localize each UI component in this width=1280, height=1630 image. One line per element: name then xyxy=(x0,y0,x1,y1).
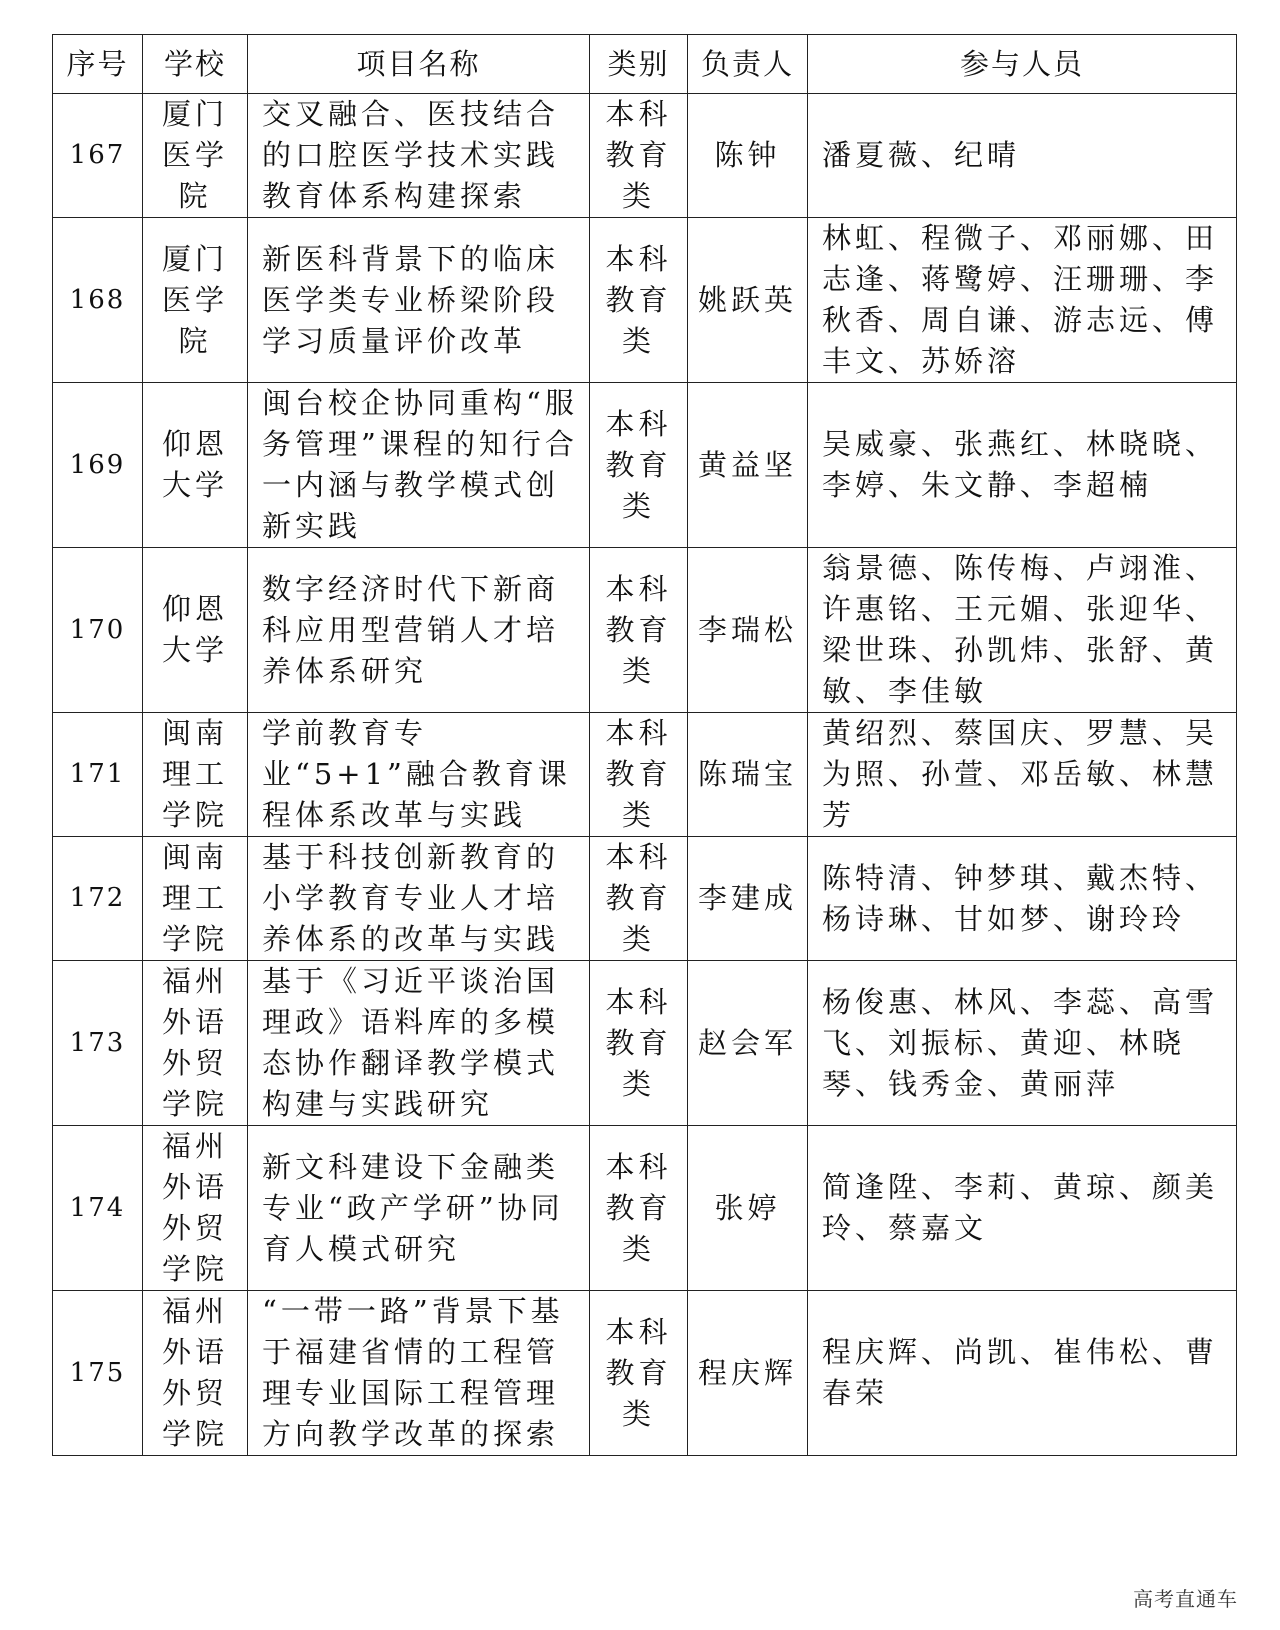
table-row xyxy=(53,1126,1237,1291)
cell-leader: 赵会军 xyxy=(688,961,808,1126)
cell-category: 本科教育类 xyxy=(590,218,688,383)
cell-leader: 程庆辉 xyxy=(688,1291,808,1456)
cell-leader: 陈瑞宝 xyxy=(688,713,808,837)
cell-project: 闽台校企协同重构“服务管理”课程的知行合一内涵与教学模式创新实践 xyxy=(248,383,590,548)
table-row xyxy=(53,218,1237,383)
table-body xyxy=(53,94,1237,1456)
table-row xyxy=(53,383,1237,548)
header-no: 序号 xyxy=(53,35,143,94)
cell-project: 新文科建设下金融类专业“政产学研”协同育人模式研究 xyxy=(248,1126,590,1291)
cell-no: 170 xyxy=(53,548,143,713)
cell-members: 杨俊惠、林风、李蕊、高雪飞、刘振标、黄迎、林晓琴、钱秀金、黄丽萍 xyxy=(808,961,1237,1126)
table-row xyxy=(53,1291,1237,1456)
header-project: 项目名称 xyxy=(248,35,590,94)
header-school: 学校 xyxy=(143,35,248,94)
cell-no: 175 xyxy=(53,1291,143,1456)
cell-project: 交叉融合、医技结合的口腔医学技术实践教育体系构建探索 xyxy=(248,94,590,218)
cell-school: 福州外语外贸学院 xyxy=(143,1126,248,1291)
table-row xyxy=(53,94,1237,218)
header-category: 类别 xyxy=(590,35,688,94)
cell-no: 172 xyxy=(53,837,143,961)
table-row xyxy=(53,548,1237,713)
header-members: 参与人员 xyxy=(808,35,1237,94)
cell-leader: 张婷 xyxy=(688,1126,808,1291)
cell-school: 闽南理工学院 xyxy=(143,837,248,961)
cell-no: 174 xyxy=(53,1126,143,1291)
cell-no: 167 xyxy=(53,94,143,218)
cell-members: 程庆辉、尚凯、崔伟松、曹春荣 xyxy=(808,1291,1237,1456)
cell-school: 福州外语外贸学院 xyxy=(143,961,248,1126)
cell-category: 本科教育类 xyxy=(590,837,688,961)
cell-leader: 姚跃英 xyxy=(688,218,808,383)
cell-category: 本科教育类 xyxy=(590,1291,688,1456)
table-row xyxy=(53,713,1237,837)
watermark-text: 高考直通车 xyxy=(1133,1587,1238,1611)
cell-school: 厦门医学院 xyxy=(143,94,248,218)
cell-category: 本科教育类 xyxy=(590,94,688,218)
cell-category: 本科教育类 xyxy=(590,1126,688,1291)
cell-project: 数字经济时代下新商科应用型营销人才培养体系研究 xyxy=(248,548,590,713)
table-header xyxy=(53,35,1237,94)
cell-category: 本科教育类 xyxy=(590,961,688,1126)
cell-members: 翁景德、陈传梅、卢翊淮、许惠铭、王元媚、张迎华、梁世珠、孙凯炜、张舒、黄敏、李佳敏 xyxy=(808,548,1237,713)
cell-category: 本科教育类 xyxy=(590,383,688,548)
cell-project: 新医科背景下的临床医学类专业桥梁阶段学习质量评价改革 xyxy=(248,218,590,383)
cell-school: 厦门医学院 xyxy=(143,218,248,383)
cell-no: 169 xyxy=(53,383,143,548)
cell-members: 简逢陞、李莉、黄琼、颜美玲、蔡嘉文 xyxy=(808,1126,1237,1291)
cell-project: 基于《习近平谈治国理政》语料库的多模态协作翻译教学模式构建与实践研究 xyxy=(248,961,590,1126)
cell-project: 基于科技创新教育的小学教育专业人才培养体系的改革与实践 xyxy=(248,837,590,961)
cell-project: 学前教育专业“5+1”融合教育课程体系改革与实践 xyxy=(248,713,590,837)
cell-members: 潘夏薇、纪晴 xyxy=(808,94,1237,218)
cell-members: 黄绍烈、蔡国庆、罗慧、吴为照、孙萱、邓岳敏、林慧芳 xyxy=(808,713,1237,837)
cell-members: 林虹、程微子、邓丽娜、田志逢、蒋鹭婷、汪珊珊、李秋香、周自谦、游志远、傅丰文、苏娇溶 xyxy=(808,218,1237,383)
cell-category: 本科教育类 xyxy=(590,713,688,837)
project-table xyxy=(52,34,1237,1456)
cell-school: 仰恩大学 xyxy=(143,548,248,713)
cell-leader: 黄益坚 xyxy=(688,383,808,548)
header-leader: 负责人 xyxy=(688,35,808,94)
cell-project: “一带一路”背景下基于福建省情的工程管理专业国际工程管理方向教学改革的探索 xyxy=(248,1291,590,1456)
cell-category: 本科教育类 xyxy=(590,548,688,713)
cell-members: 吴威豪、张燕红、林晓晓、李婷、朱文静、李超楠 xyxy=(808,383,1237,548)
cell-members: 陈特清、钟梦琪、戴杰特、杨诗琳、甘如梦、谢玲玲 xyxy=(808,837,1237,961)
cell-no: 171 xyxy=(53,713,143,837)
header-row xyxy=(53,35,1237,94)
cell-school: 福州外语外贸学院 xyxy=(143,1291,248,1456)
cell-leader: 李瑞松 xyxy=(688,548,808,713)
cell-leader: 陈钟 xyxy=(688,94,808,218)
cell-leader: 李建成 xyxy=(688,837,808,961)
cell-school: 闽南理工学院 xyxy=(143,713,248,837)
cell-school: 仰恩大学 xyxy=(143,383,248,548)
cell-no: 173 xyxy=(53,961,143,1126)
table-row xyxy=(53,837,1237,961)
cell-no: 168 xyxy=(53,218,143,383)
table-row xyxy=(53,961,1237,1126)
